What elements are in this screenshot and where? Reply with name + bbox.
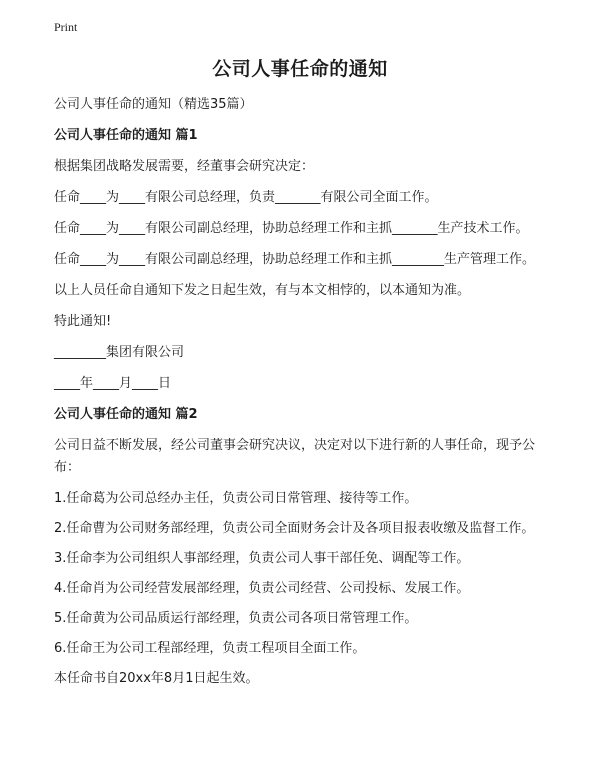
list-item: 1.任命葛为公司总经办主任，负责公司日常管理、接待等工作。	[54, 491, 418, 506]
paragraph: 根据集团战略发展需要，经董事会研究决定：	[54, 159, 315, 174]
list-item: 4.任命肖为公司经营发展部经理，负责公司经营、公司投标、发展工作。	[54, 581, 470, 596]
paragraph: 本任命书自20xx年8月1日起生效。	[54, 671, 259, 686]
paragraph: 任命____为____有限公司副总经理，协助总经理工作和主抓________生产管理工作。	[54, 252, 536, 267]
list-item: 2.任命曹为公司财务部经理，负责公司全面财务会计及各项目报表收缴及监督工作。	[54, 521, 535, 536]
signature-company: ________集团有限公司	[54, 345, 185, 360]
paragraph: 任命____为____有限公司副总经理，协助总经理工作和主抓_______生产技术工作。	[54, 221, 529, 236]
paragraph: 任命____为____有限公司总经理，负责_______有限公司全面工作。	[54, 190, 438, 205]
document-body	[54, 94, 554, 698]
list-item: 6.任命王为公司工程部经理，负责工程项目全面工作。	[54, 641, 366, 656]
signature-date: ____年____月____日	[54, 376, 172, 391]
list-item: 3.任命李为公司组织人事部经理，负责公司人事干部任免、调配等工作。	[54, 551, 470, 566]
paragraph: 特此通知!	[54, 314, 112, 329]
paragraph: 公司日益不断发展，经公司董事会研究决议，决定对以下进行新的人事任命，现予公布：	[54, 438, 536, 475]
section-heading-2: 公司人事任命的通知 篇2	[54, 407, 198, 422]
list-item: 5.任命黄为公司品质运行部经理，负责公司各项日常管理工作。	[54, 611, 418, 626]
section-heading-1: 公司人事任命的通知 篇1	[54, 128, 198, 143]
print-link[interactable]: Print	[54, 20, 78, 34]
page-title: 公司人事任命的通知	[212, 58, 388, 80]
paragraph: 以上人员任命自通知下发之日起生效，有与本文相悖的，以本通知为准。	[54, 283, 471, 298]
document-subtitle: 公司人事任命的通知（精选35篇）	[54, 97, 253, 112]
